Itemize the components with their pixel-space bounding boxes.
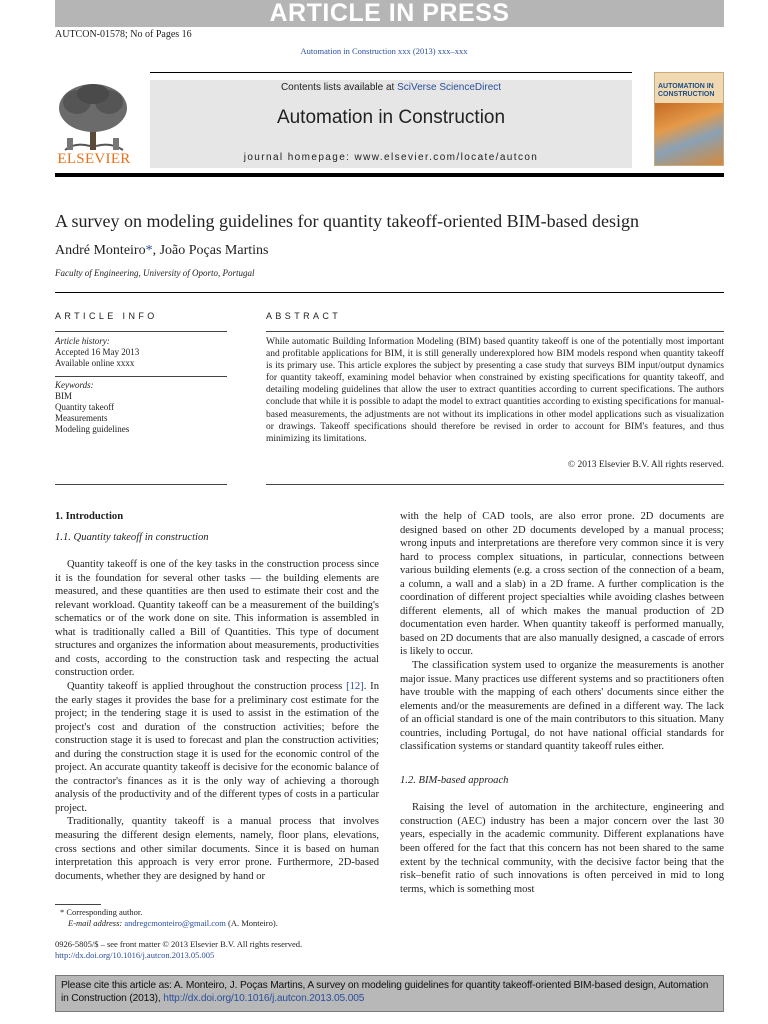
available-prefix: Contents lists available at	[280, 82, 398, 93]
paragraph: Traditionally, quantity takeoff is a manual process that involves measuring the different design elements, namely, floor plans, elevations, cross sections and other similar documents. Since it is based on human interpretation this approach is very error prone. Furthermore, 2D-based documents, whether they are designed by hand or	[55, 816, 379, 882]
abstract-rule-bottom	[266, 484, 724, 485]
keywords-block	[55, 380, 227, 435]
keyword: Quantity takeoff	[55, 402, 115, 412]
journal-homepage[interactable]: journal homepage: www.elsevier.com/locate/autcon	[243, 152, 539, 163]
accepted-date: Accepted 16 May 2013	[55, 347, 140, 357]
abstract-rule-top	[266, 331, 724, 332]
journal-cover	[654, 72, 724, 166]
contents-available	[150, 82, 632, 93]
sciencedirect-link[interactable]: SciVerse ScienceDirect	[397, 82, 502, 93]
journal-ref[interactable]: Automation in Construction xxx (2013) xxx–xxx	[300, 46, 468, 56]
abstract-copyright: © 2013 Elsevier B.V. All rights reserved.	[567, 460, 724, 470]
article-in-press-banner: ARTICLE IN PRESS	[55, 0, 724, 27]
citation-text: Please cite this article as: A. Monteiro, J. Poças Martins, A survey on modeling guidelines for quantity takeoff-oriented BIM-based design, Automation in Construction (2013),	[61, 980, 709, 1004]
info-top-rule	[55, 292, 724, 293]
reference-link[interactable]: [12]	[346, 681, 364, 693]
authors	[55, 243, 268, 259]
journal-name: Automation in Construction	[276, 107, 506, 128]
email-suffix: (A. Monteiro).	[225, 918, 278, 928]
elsevier-logo	[55, 80, 133, 170]
email-label: E-mail address:	[68, 918, 125, 928]
body-right-column	[400, 510, 724, 896]
cover-title: AUTOMATION IN CONSTRUCTION	[658, 83, 715, 98]
header-thick-rule	[55, 173, 724, 177]
history-label: Article history:	[55, 336, 110, 346]
paragraph: The classification system used to organize the measurements is another major issue. Many practices use different systems and so practitioners often have trouble with the mapping of each others' documents since either the elements and/or the measurements are defined in a different way. The lack of an official standard is one of the main contributors to this situation. Many countries, including Portugal, do not have national official standards for classification systems or standard quantity takeoff rules either.	[400, 660, 724, 753]
paragraph	[55, 680, 379, 815]
author-martins: , João Poças Martins	[152, 243, 269, 258]
subsection-heading-qto: 1.1. Quantity takeoff in construction	[55, 531, 209, 543]
article-info-heading: ARTICLE INFO	[55, 311, 158, 321]
citation-doi-link[interactable]: http://dx.doi.org/10.1016/j.autcon.2013.05.005	[163, 993, 365, 1004]
author-monteiro: André Monteiro	[55, 243, 146, 258]
paragraph: Raising the level of automation in the architecture, engineering and construction (AEC) industry has been a major concern over the last 30 years, especially in the academic community. Different explanations have been offered for the fact that this concern has not been shared to the same extent by the technical community, with the decisive factor being that the risk–benefit ratio of such innovations is often perceived in mid to long terms, which is something most	[400, 802, 724, 895]
keyword: BIM	[55, 391, 73, 401]
info-rule-3	[55, 484, 227, 485]
issn-line: 0926-5805/$ – see front matter © 2013 Elsevier B.V. All rights reserved.	[55, 939, 303, 949]
citation-box	[55, 975, 724, 1012]
article-history	[55, 336, 227, 369]
paragraph: Quantity takeoff is one of the key tasks in the construction process since it is the foundation for several other tasks — the building elements are measured, and these quantities are then used to estimate their cost and the relevant workload. Quantity takeoff can be a measurement of the building's schematics or of the work done on site. This information is assembled in what is traditionally called a Bill of Quantities. This type of document structures and organizes the information about measurements, productivities and costs, according to the construction task and respecting the actual construction order.	[55, 559, 379, 679]
elsevier-wordmark: ELSEVIER	[57, 151, 131, 167]
doc-id: AUTCON-01578; No of Pages 16	[55, 29, 192, 40]
doi-link[interactable]: http://dx.doi.org/10.1016/j.autcon.2013.05.005	[55, 950, 215, 960]
journal-header	[150, 80, 632, 168]
cover-image	[655, 103, 723, 165]
abstract-text: While automatic Building Information Modeling (BIM) based quantity takeoff is one of the potentially most important and profitable applications for BIM, it is still generally underexplored how BIM models respond when quantity takeoff is its primary use. This article explores the subject by presenting a case study that surveys BIM input/output dynamics for quantity takeoff, examining model behavior when constrained by existing specifications for quantity takeoff, and detailing modeling guidelines that allow the user to extract quantities according to current specifications. The authors conclude that while it is possible to adapt the model to extract quantities according to existing specifications for manual-based measurements, the adjustments are not without its implications in other model applications such as visualization or drawings. Takeoff specifications should therefore be revised in order to account for BIM's features, and thus minimizing its limitations.	[266, 337, 724, 444]
footnote-rule	[55, 904, 101, 905]
affiliation: Faculty of Engineering, University of Oporto, Portugal	[55, 268, 255, 278]
info-rule-1	[55, 331, 227, 332]
body-left-column	[55, 510, 379, 883]
keyword: Modeling guidelines	[55, 424, 130, 434]
subsection-heading-bim: 1.2. BIM-based approach	[400, 774, 509, 786]
paragraph-text: . In the early stages it provides the base for a preliminary cost estimate for the project; in the tendering stage it is used to assist in the estimation of the project's cost and duration of the construction activities; before the construction stage it is used to forecast and plan the construction activities; and during the construction stage it is used for the economic control of the project. An accurate quantity takeoff is decisive for the economic balance of the contractor's finances as it is the only way of achieving a thorough analysis of the productivity and of the different types of costs in a particular project.	[55, 681, 380, 814]
abstract-heading: ABSTRACT	[266, 311, 342, 321]
paragraph: with the help of CAD tools, are also error prone. 2D documents are designed based on other 2D documents developed by a manual process; wrong inputs and interpretations are therefore very common since it is very hard to process complex situations, in particular, connections between various building elements (e.g. a cross section of the connection of a beam, a column, a wall and a slab) in a 2D frame. A further complication is the coordination of different project specialties while avoiding clashes between different elements, all of which makes the manual production of 2D documentation even harder. When quantity takeoff is performed manually, based on 2D documents that are also manually designed, a cascade of errors is likely to occur.	[400, 511, 724, 658]
online-date: Available online xxxx	[55, 358, 135, 368]
corresponding-author-star[interactable]: *	[145, 243, 153, 258]
article-title: A survey on modeling guidelines for quantity takeoff-oriented BIM-based design	[55, 211, 640, 231]
header-top-rule	[150, 72, 632, 73]
keywords-label: Keywords:	[55, 380, 94, 390]
email-link[interactable]: andregcmonteiro@gmail.com	[124, 918, 226, 928]
paragraph-text: Quantity takeoff is applied throughout the construction process	[67, 681, 347, 693]
keyword: Measurements	[55, 413, 108, 423]
section-heading-introduction: 1. Introduction	[55, 511, 124, 522]
info-rule-2	[55, 376, 227, 377]
footnote-corresponding: * Corresponding author.	[60, 907, 143, 917]
footnote-email	[68, 918, 278, 929]
